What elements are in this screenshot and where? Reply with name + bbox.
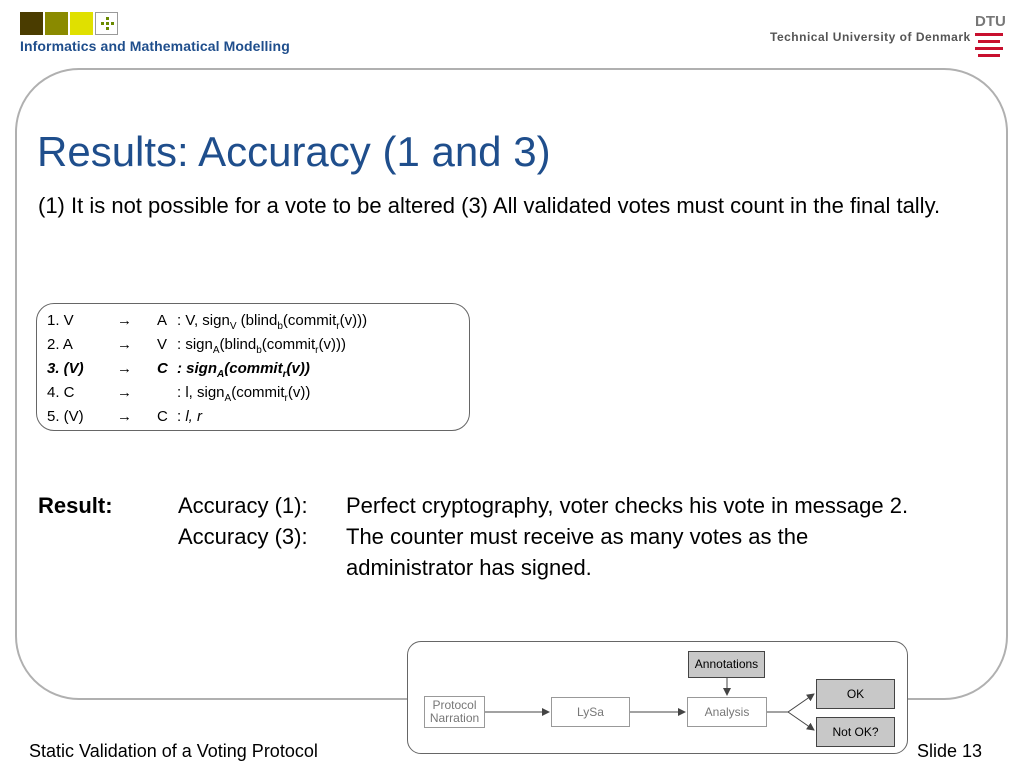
arrow-icon: → bbox=[117, 360, 132, 377]
department-name: Informatics and Mathematical Modelling bbox=[20, 38, 290, 54]
arrow-icon: → bbox=[117, 312, 132, 329]
step-number: 1. V bbox=[47, 312, 74, 329]
not-ok-node: Not OK? bbox=[816, 717, 895, 747]
annotations-node: Annotations bbox=[688, 651, 765, 678]
arrow-analysis-to-ok bbox=[767, 694, 814, 712]
dtu-logo bbox=[975, 14, 1007, 62]
arrow-icon: → bbox=[117, 336, 132, 353]
step-number: 3. (V) bbox=[47, 360, 84, 377]
ok-node: OK bbox=[816, 679, 895, 709]
step-message: : l, sign$_A$(commit$_r$(v)) bbox=[177, 384, 311, 404]
protocol-narration-node: Protocol Narration bbox=[424, 696, 485, 728]
analysis-node: Analysis bbox=[687, 697, 767, 727]
logo-square-dark bbox=[20, 12, 43, 35]
step-number: 5. (V) bbox=[47, 408, 84, 425]
result-row-text: The counter must receive as many votes as the bbox=[346, 524, 809, 549]
step-message: : sign$_A$(commit$_r$(v)) bbox=[177, 360, 310, 380]
step-recipient: C bbox=[157, 360, 168, 377]
step-recipient: V bbox=[157, 336, 168, 353]
university-name: Technical University of Denmark bbox=[770, 30, 971, 44]
logo-square-yellow bbox=[70, 12, 93, 35]
protocol-box bbox=[36, 303, 470, 431]
step-message: : l, r bbox=[177, 408, 203, 425]
slide-number: Slide 13 bbox=[917, 741, 983, 761]
result-label: Result: bbox=[38, 493, 113, 518]
analysis-flow-diagram bbox=[407, 641, 908, 754]
step-recipient: A bbox=[157, 312, 168, 329]
step-recipient: C bbox=[157, 408, 168, 425]
imm-logo bbox=[20, 12, 118, 35]
slide-title: Results: Accuracy (1 and 3) bbox=[37, 128, 551, 175]
arrow-icon: → bbox=[117, 384, 132, 401]
slide-subtitle: (1) It is not possible for a vote to be altered (3) All validated votes must count in the final tally. bbox=[38, 193, 941, 218]
logo-square-olive bbox=[45, 12, 68, 35]
step-number: 2. A bbox=[47, 336, 73, 353]
result-row-label: Accuracy (3): bbox=[178, 524, 308, 549]
logo-square-dots bbox=[95, 12, 118, 35]
arrow-icon: → bbox=[117, 408, 132, 425]
result-row-text: Perfect cryptography, voter checks his vote in message 2. bbox=[346, 493, 909, 518]
result-row-label: Accuracy (1): bbox=[178, 493, 308, 518]
lysa-node: LySa bbox=[551, 697, 630, 727]
step-message: : sign$_A$(blind$_b$(commit$_r$(v))) bbox=[177, 336, 346, 356]
arrow-analysis-to-notok bbox=[788, 712, 814, 730]
footer-title: Static Validation of a Voting Protocol bbox=[29, 741, 318, 761]
step-number: 4. C bbox=[47, 384, 75, 401]
step-message: : V, sign$_V$ (blind$_b$(commit$_r$(v))) bbox=[177, 312, 368, 332]
dtu-logo-text: DTU bbox=[975, 13, 1006, 30]
result-row-text: administrator has signed. bbox=[346, 555, 592, 580]
